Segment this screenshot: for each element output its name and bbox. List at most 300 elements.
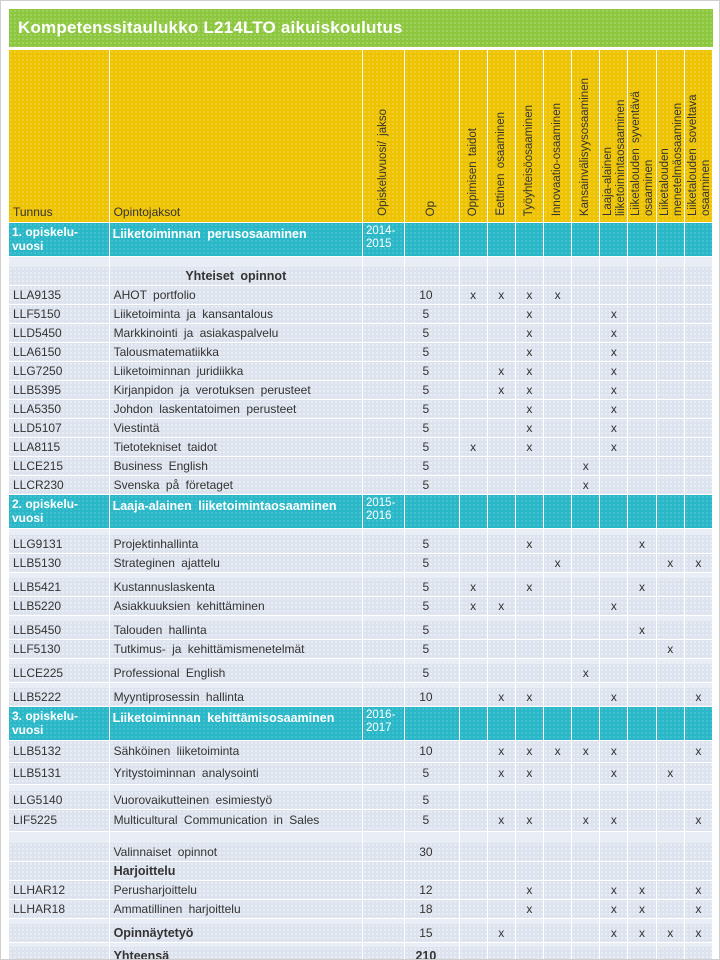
cell-period [363,947,405,960]
cell-course-name: Vuorovaikutteinen esimiestyö [110,791,363,810]
cell-competence-mark [488,900,516,919]
section-period: 2014-2015 [363,223,405,257]
cell-competence-mark [488,791,516,810]
cell-competence-mark [488,578,516,597]
cell-competence-mark [657,791,685,810]
cell-competence-mark [628,343,656,362]
cell-competence-mark [572,862,600,881]
section-title: Laaja-alainen liiketoimintaosaaminen [110,495,363,529]
cell-competence-mark: x [516,419,544,438]
cell-competence-mark [685,305,713,324]
cell-competence-mark [685,324,713,343]
cell-tunnus: LLA9135 [9,286,110,305]
cell-competence-mark [544,419,572,438]
course-row [9,810,713,832]
cell-competence-mark: x [600,688,628,707]
cell-course-name: Yhteiset opinnot [110,267,363,286]
course-row [9,621,713,640]
cell-course-name: Markkinointi ja asiakaspalvelu [110,324,363,343]
cell-competence-mark [600,664,628,683]
section-mark-cell [488,707,516,741]
spacer-cell [628,832,656,843]
cell-competence-mark [685,535,713,554]
cell-op: 5 [405,438,459,457]
cell-competence-mark [544,862,572,881]
cell-course-name: Tietotekniset taidot [110,438,363,457]
spacer-cell [628,257,656,267]
cell-period [363,881,405,900]
cell-competence-mark [544,476,572,495]
col-header-op-label: Op [425,200,438,216]
course-row [9,438,713,457]
cell-tunnus: LLG9131 [9,535,110,554]
course-row [9,578,713,597]
cell-competence-mark [572,381,600,400]
cell-competence-mark [516,554,544,573]
cell-op: 5 [405,578,459,597]
cell-competence-mark [488,535,516,554]
spacer-cell [572,257,600,267]
cell-competence-mark: x [600,362,628,381]
cell-course-name: Myyntiprosessin hallinta [110,688,363,707]
cell-competence-mark [657,900,685,919]
spacer-cell [544,832,572,843]
cell-course-name: Viestintä [110,419,363,438]
cell-competence-mark [488,843,516,862]
cell-competence-mark [685,862,713,881]
cell-tunnus: LLD5450 [9,324,110,343]
cell-competence-mark [628,381,656,400]
cell-op: 5 [405,381,459,400]
cell-competence-mark [572,438,600,457]
cell-competence-mark [460,324,488,343]
cell-competence-mark [657,419,685,438]
cell-competence-mark [685,578,713,597]
cell-competence-mark [600,286,628,305]
cell-competence-mark [685,362,713,381]
cell-competence-mark [544,597,572,616]
section-mark-cell [628,223,656,257]
section-mark-cell [544,495,572,529]
cell-competence-mark [572,791,600,810]
cell-competence-mark [572,843,600,862]
cell-tunnus: LLG7250 [9,362,110,381]
spacer-cell [363,832,405,843]
cell-competence-mark [544,688,572,707]
cell-competence-mark [572,324,600,343]
course-row [9,286,713,305]
cell-competence-mark [628,267,656,286]
cell-competence-mark [657,881,685,900]
cell-competence-mark [488,305,516,324]
section-mark-cell [685,707,713,741]
cell-op: 5 [405,664,459,683]
cell-competence-mark [488,343,516,362]
cell-competence-mark [460,900,488,919]
competence-label: Työyhteisöosaaminen [522,104,535,216]
cell-competence-mark [572,554,600,573]
cell-competence-mark [628,362,656,381]
cell-tunnus: LLB5132 [9,741,110,763]
cell-period [363,862,405,881]
cell-competence-mark: x [685,554,713,573]
cell-period [363,688,405,707]
cell-competence-mark [572,286,600,305]
cell-op: 5 [405,763,459,785]
col-header-competence-8 [657,50,685,223]
cell-competence-mark: x [572,476,600,495]
section-year-label: 3. opiskelu-vuosi [9,707,110,741]
section-mark-cell [544,223,572,257]
cell-op: 5 [405,476,459,495]
cell-competence-mark [685,476,713,495]
section-mark-cell [572,707,600,741]
cell-competence-mark: x [572,810,600,832]
cell-competence-mark: x [628,924,656,943]
section-mark-cell [460,495,488,529]
cell-op: 5 [405,305,459,324]
cell-competence-mark: x [685,881,713,900]
competence-label: Liiketalouden menetelmäosaaminen [658,102,684,216]
competence-table [9,50,713,960]
cell-competence-mark [544,305,572,324]
header-row [9,50,713,223]
cell-competence-mark: x [657,640,685,659]
subheader-row [9,862,713,881]
cell-competence-mark: x [685,900,713,919]
cell-competence-mark [516,924,544,943]
cell-competence-mark [516,862,544,881]
cell-competence-mark [628,862,656,881]
course-row [9,305,713,324]
spacer-row [9,257,713,267]
cell-competence-mark: x [600,305,628,324]
cell-competence-mark: x [460,286,488,305]
cell-competence-mark [460,947,488,960]
cell-period [363,267,405,286]
cell-competence-mark [572,419,600,438]
spacer-cell [516,257,544,267]
cell-competence-mark [544,381,572,400]
cell-competence-mark [544,640,572,659]
cell-period [363,664,405,683]
cell-competence-mark [600,791,628,810]
cell-competence-mark: x [488,597,516,616]
cell-tunnus: LLHAR18 [9,900,110,919]
cell-competence-mark [657,400,685,419]
cell-competence-mark [572,597,600,616]
cell-competence-mark [572,900,600,919]
cell-tunnus [9,843,110,862]
cell-competence-mark [628,554,656,573]
course-row [9,881,713,900]
cell-competence-mark [628,419,656,438]
cell-op: 5 [405,343,459,362]
spacer-cell [572,832,600,843]
cell-competence-mark: x [685,688,713,707]
cell-competence-mark [657,621,685,640]
cell-competence-mark [516,621,544,640]
cell-competence-mark [628,305,656,324]
section-period: 2016-2017 [363,707,405,741]
cell-course-name: Kirjanpidon ja verotuksen perusteet [110,381,363,400]
section-mark-cell [628,495,656,529]
cell-competence-mark [685,843,713,862]
cell-competence-mark [488,664,516,683]
cell-competence-mark: x [460,597,488,616]
cell-competence-mark [488,476,516,495]
cell-period [363,419,405,438]
cell-competence-mark [460,535,488,554]
cell-competence-mark: x [657,924,685,943]
cell-competence-mark [657,597,685,616]
spacer-cell [516,832,544,843]
section-mark-cell [657,223,685,257]
course-row [9,457,713,476]
cell-competence-mark [460,343,488,362]
cell-competence-mark [516,476,544,495]
course-row [9,664,713,683]
spacer-cell [460,257,488,267]
col-header-competence-1 [460,50,488,223]
cell-course-name: Sähköinen liiketoiminta [110,741,363,763]
cell-competence-mark: x [685,810,713,832]
cell-competence-mark [685,621,713,640]
cell-competence-mark [488,419,516,438]
cell-competence-mark: x [600,400,628,419]
cell-competence-mark [460,924,488,943]
cell-competence-mark: x [488,741,516,763]
section-op-cell [405,223,459,257]
section-mark-cell [460,223,488,257]
cell-tunnus: LLHAR12 [9,881,110,900]
section-mark-cell [657,495,685,529]
cell-competence-mark [544,881,572,900]
cell-competence-mark [460,881,488,900]
cell-op: 5 [405,457,459,476]
cell-competence-mark [600,554,628,573]
cell-competence-mark [460,457,488,476]
section-row-3 [9,707,713,741]
cell-competence-mark [544,267,572,286]
col-header-competence-2 [488,50,516,223]
cell-op: 10 [405,741,459,763]
cell-competence-mark [544,791,572,810]
cell-competence-mark: x [685,924,713,943]
section-mark-cell [572,223,600,257]
cell-competence-mark: x [600,438,628,457]
course-row [9,476,713,495]
cell-course-name: Projektinhallinta [110,535,363,554]
cell-period [363,791,405,810]
course-row [9,640,713,659]
cell-competence-mark [460,664,488,683]
section-mark-cell [600,223,628,257]
cell-competence-mark [572,362,600,381]
cell-competence-mark [685,664,713,683]
course-row [9,419,713,438]
cell-competence-mark [685,597,713,616]
cell-competence-mark: x [544,554,572,573]
cell-competence-mark [572,343,600,362]
cell-competence-mark: x [488,688,516,707]
cell-competence-mark [657,947,685,960]
cell-competence-mark [657,305,685,324]
cell-competence-mark: x [600,900,628,919]
col-header-opiskeluvuosi-label: Opiskeluvuosi/ jakso [377,109,390,216]
cell-competence-mark: x [488,362,516,381]
cell-tunnus: LLA5350 [9,400,110,419]
cell-competence-mark: x [657,763,685,785]
cell-competence-mark [572,621,600,640]
col-header-op [405,50,459,223]
cell-competence-mark [628,476,656,495]
col-header-competence-4 [544,50,572,223]
cell-competence-mark: x [488,810,516,832]
cell-op [405,862,459,881]
cell-tunnus: LLB5220 [9,597,110,616]
cell-competence-mark [516,664,544,683]
table-content [9,9,713,960]
cell-competence-mark [488,881,516,900]
cell-competence-mark [460,843,488,862]
cell-competence-mark [600,457,628,476]
competence-label: Innovaatio-osaaminen [551,102,564,216]
spacer-cell [363,257,405,267]
cell-competence-mark [628,597,656,616]
cell-competence-mark [628,400,656,419]
cell-course-name: Ammatillinen harjoittelu [110,900,363,919]
competence-label: Eettinen osaaminen [494,112,507,216]
section-mark-cell [685,223,713,257]
col-header-competence-7 [628,50,656,223]
section-mark-cell [516,223,544,257]
cell-competence-mark [460,791,488,810]
spacer-cell [685,832,713,843]
cell-competence-mark [572,578,600,597]
cell-competence-mark [600,267,628,286]
cell-competence-mark [600,476,628,495]
cell-competence-mark [628,640,656,659]
cell-period [363,900,405,919]
cell-op: 5 [405,597,459,616]
cell-competence-mark [657,535,685,554]
cell-competence-mark [544,947,572,960]
section-title: Liiketoiminnan kehittämisosaaminen [110,707,363,741]
spacer-cell [600,257,628,267]
course-row [9,741,713,763]
cell-competence-mark: x [460,438,488,457]
cell-op: 5 [405,621,459,640]
spacer-cell [9,257,110,267]
cell-competence-mark [685,400,713,419]
cell-competence-mark [516,791,544,810]
cell-competence-mark [460,381,488,400]
cell-competence-mark [544,324,572,343]
cell-competence-mark: x [488,381,516,400]
section-mark-cell [600,707,628,741]
course-row [9,343,713,362]
spacer-cell [110,832,363,843]
cell-op: 5 [405,324,459,343]
section-period: 2015-2016 [363,495,405,529]
cell-competence-mark: x [600,381,628,400]
cell-competence-mark [516,457,544,476]
cell-tunnus [9,924,110,943]
cell-competence-mark [544,810,572,832]
spacer-cell [405,257,459,267]
cell-competence-mark: x [572,741,600,763]
cell-competence-mark [628,688,656,707]
cell-op: 5 [405,554,459,573]
cell-course-name: Johdon laskentatoimen perusteet [110,400,363,419]
cell-competence-mark [460,688,488,707]
cell-competence-mark [460,305,488,324]
cell-op: 10 [405,286,459,305]
competence-label: Kansainvälisyysosaaminen [579,77,592,216]
cell-tunnus: LLCE215 [9,457,110,476]
cell-tunnus [9,947,110,960]
cell-competence-mark [628,324,656,343]
section-year-label: 1. opiskelu-vuosi [9,223,110,257]
cell-competence-mark: x [516,741,544,763]
spacer-cell [657,257,685,267]
cell-competence-mark: x [516,535,544,554]
cell-competence-mark: x [657,554,685,573]
cell-competence-mark: x [628,578,656,597]
cell-competence-mark [600,535,628,554]
cell-competence-mark: x [516,688,544,707]
cell-competence-mark [685,267,713,286]
cell-tunnus: LLD5107 [9,419,110,438]
cell-competence-mark [460,267,488,286]
cell-competence-mark [544,457,572,476]
course-row [9,597,713,616]
cell-course-name: Strateginen ajattelu [110,554,363,573]
cell-competence-mark [460,741,488,763]
section-mark-cell [488,495,516,529]
cell-op: 210 [405,947,459,960]
cell-tunnus: LLCR230 [9,476,110,495]
cell-course-name: Liiketoiminnan juridiikka [110,362,363,381]
cell-competence-mark [600,640,628,659]
cell-course-name: Yhteensä [110,947,363,960]
cell-competence-mark [544,535,572,554]
course-row [9,688,713,707]
section-mark-cell [572,495,600,529]
spacer-cell [405,832,459,843]
cell-competence-mark [488,457,516,476]
cell-period [363,578,405,597]
cell-competence-mark: x [516,362,544,381]
cell-tunnus [9,267,110,286]
course-row [9,324,713,343]
cell-op: 5 [405,362,459,381]
cell-competence-mark [685,640,713,659]
section-title: Liiketoiminnan perusosaaminen [110,223,363,257]
cell-competence-mark [544,900,572,919]
cell-op: 10 [405,688,459,707]
cell-course-name: Kustannuslaskenta [110,578,363,597]
cell-op: 30 [405,843,459,862]
cell-competence-mark [544,438,572,457]
cell-competence-mark: x [488,763,516,785]
cell-competence-mark: x [544,741,572,763]
cell-competence-mark [628,741,656,763]
cell-tunnus: LLA8115 [9,438,110,457]
cell-competence-mark [628,286,656,305]
cell-tunnus: LLF5130 [9,640,110,659]
